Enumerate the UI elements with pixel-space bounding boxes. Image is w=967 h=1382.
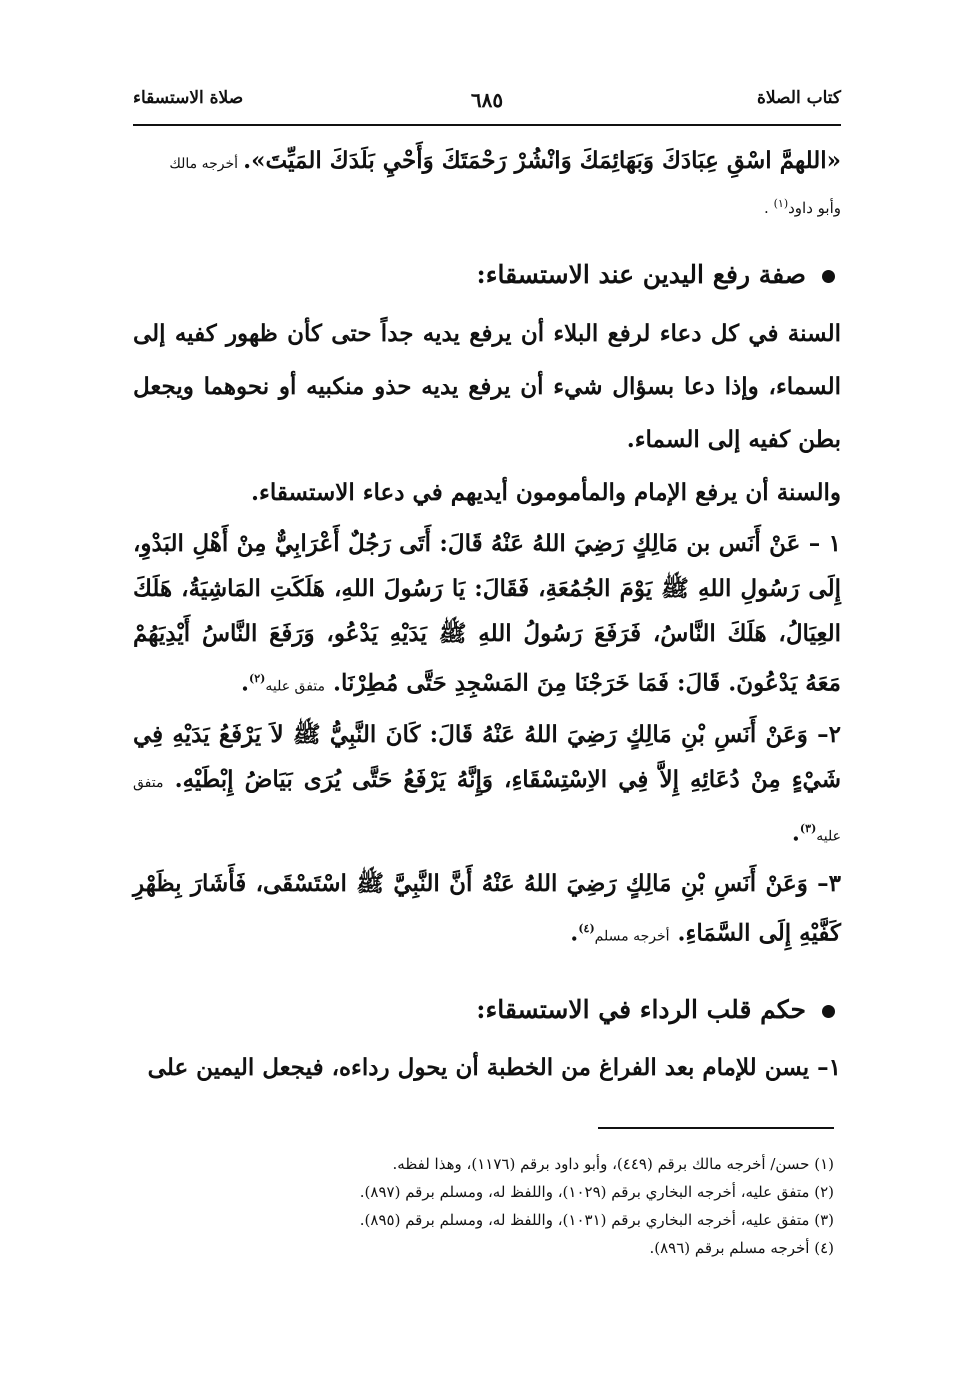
section-heading-turning-cloak	[133, 982, 841, 1038]
hadith-end: .	[570, 919, 579, 947]
hadith-end: .	[241, 669, 250, 697]
hadith-3	[133, 861, 841, 960]
dua-text: «اللهمَّ اسْقِ عِبَادَكَ وَبَهَائِمَكَ وَانْشُرْ رَحْمَتَكَ وَأَحْيِ بَلَدَكَ المَيِّتَ».	[243, 147, 841, 174]
footnote-2: (٢) متفق عليه، أخرجه البخاري برقم (١٠٢٩)، واللفظ له، ومسلم برقم (٨٩٧).	[359, 1183, 834, 1201]
footnote-4: (٤) أخرجه مسلم برقم (٨٩٦).	[649, 1239, 834, 1257]
footnote-3: (٣) متفق عليه، أخرجه البخاري برقم (١٠٣١)، واللفظ له، ومسلم برقم (٨٩٥).	[359, 1211, 834, 1229]
bullet-icon	[822, 270, 835, 283]
hadith-text: وَعَنْ أَنَسِ بْنِ مَالِكٍ رَضِيَ اللهُ عَنْهُ قَالَ: كَانَ النَّبِيُّ ﷺ لاَ يَرْفَعُ يَدَيْهِ فِي شَيْءٍ مِنْ دُعَائِهِ إِلاَّ فِي الاِسْتِسْقَاءِ، وَإِنَّهُ يَرْفَعُ حَتَّى يُرَى بَيَاضُ إِبْطَيْهِ.	[133, 720, 841, 793]
page-body	[133, 138, 841, 1092]
bullet-icon	[822, 1005, 835, 1018]
dua-source-cont: وأبو داود	[788, 199, 841, 217]
running-header	[133, 88, 841, 126]
paragraph-sunnah: السنة في كل دعاء لرفع البلاء أن يرفع يديه جداً حتى كأن ظهور كفيه إلى السماء، وإذا دعا بسؤال شيء أن يرفع يديه حذو منكبيه أو نحوهما ويجعل بطن كفيه إلى السماء.	[133, 320, 841, 453]
hadith-text: وَعَنْ أَنَسِ بْنِ مَالِكٍ رَضِيَ اللهُ عَنْهُ أَنَّ النَّبِيَّ ﷺ اسْتَسْقَى، فَأَشَارَ بِظَهْرِ كَفَّيْهِ إِلَى السَّمَاءِ.	[133, 870, 841, 947]
footnote-separator	[598, 1127, 834, 1129]
footnote-mark-1: (١)	[773, 197, 789, 210]
hadith-reference: متفق عليه	[133, 774, 841, 845]
footnote-mark-3: (٣)	[799, 821, 817, 835]
rule-text: يسن للإمام بعد الفراغ من الخطبة أن يحول رداءه، فيجعل اليمين على	[147, 1053, 810, 1081]
rule-number: ١–	[817, 1053, 841, 1081]
book-title: كتاب الصلاة	[756, 88, 841, 108]
footnote-mark-2: (٢)	[249, 672, 266, 685]
footnotes	[126, 1150, 834, 1262]
rule-item-1	[133, 1044, 841, 1092]
section1-heading-text: صفة رفع اليدين عند الاستسقاء:	[476, 260, 806, 289]
hadith-reference: متفق عليه	[265, 678, 326, 695]
dua-source: أخرجه مالك	[169, 156, 239, 172]
section2-heading-text: حكم قلب الرداء في الاستسقاء:	[476, 994, 806, 1024]
section-heading-raising-hands	[133, 247, 841, 303]
dua-source-continued	[133, 187, 841, 225]
hadith-end: .	[791, 819, 800, 847]
footnote-1: (١) حسن/ أخرجه مالك برقم (٤٤٩)، وأبو داود برقم (١١٧٦)، وهذا لفظه.	[392, 1155, 834, 1173]
hadith-1	[133, 521, 841, 710]
dua-end: .	[764, 199, 769, 217]
footnote-mark-4: (٤)	[578, 922, 595, 936]
paragraph-imam: والسنة أن يرفع الإمام والمأمومون أيديهم في دعاء الاستسقاء.	[251, 479, 841, 506]
hadith-number: ٣–	[817, 870, 841, 898]
hadith-number: ١ –	[808, 530, 841, 557]
intro-dua	[133, 138, 841, 225]
page-number: ٦٨٥	[470, 88, 504, 112]
hadith-2	[133, 712, 841, 860]
hadith-number: ٢–	[817, 720, 841, 748]
chapter-title: صلاة الاستسقاء	[133, 88, 244, 108]
hadith-text: عَنْ أَنَس بن مَالِكٍ رَضِيَ اللهُ عَنْهُ قَالَ: أَتَى رَجُلٌ أَعْرَابِيٌّ مِنْ أَهْلِ البَدْوِ، إِلَى رَسُولِ اللهِ ﷺ يَوْمَ الجُمُعَةِ، فَقَالَ: يَا رَسُولَ اللهِ، هَلَكَتِ المَاشِيَةُ، هَلَكَ العِيَالُ، هَلَكَ النَّاسُ، فَرَفَعَ رَسُولُ اللهِ ﷺ يَدَيْهِ يَدْعُو، وَرَفَعَ النَّاسُ أَيْدِيَهُمْ مَعَهُ يَدْعُونَ. قَالَ: فَمَا خَرَجْنَا مِنَ المَسْجِدِ حَتَّى مُطِرْنَا.	[133, 530, 841, 697]
hadith-reference: أخرجه مسلم	[594, 928, 670, 945]
